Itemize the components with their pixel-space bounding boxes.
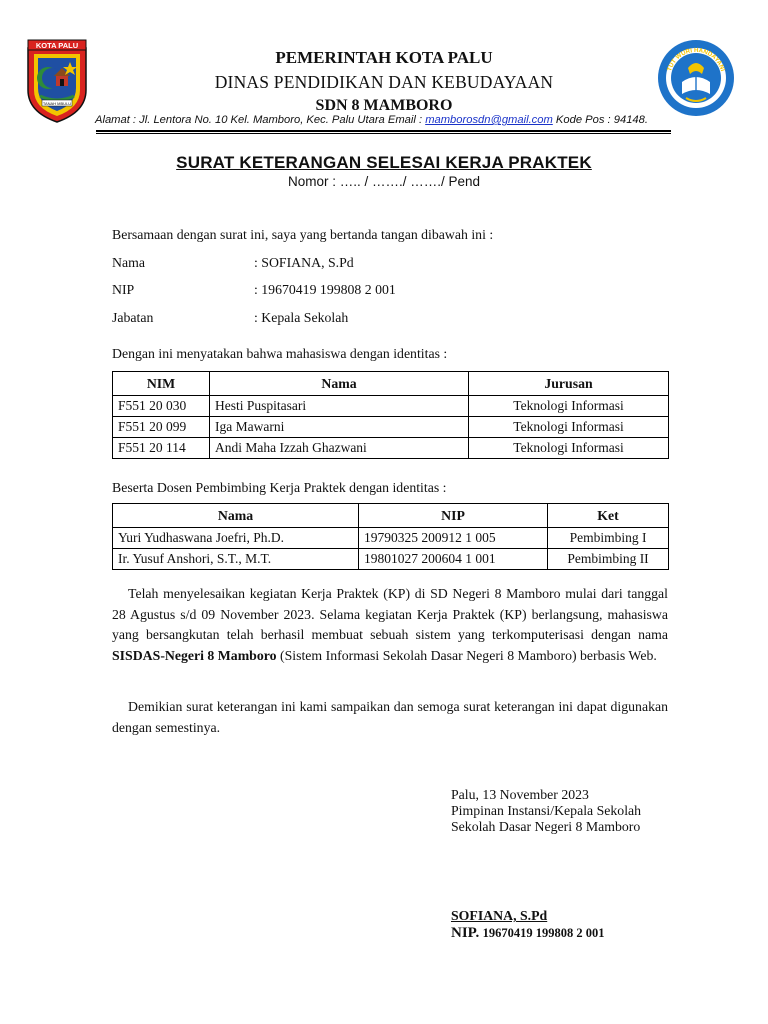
table-row: [113, 417, 669, 438]
intro-text: Bersamaan dengan surat ini, saya yang bertanda tangan dibawah ini :: [112, 227, 494, 242]
header-divider: [96, 130, 671, 132]
students-header-major: Jurusan: [469, 372, 669, 396]
letter-number: Nomor : ….. / ……./ ……./ Pend: [287, 174, 481, 189]
lecturer-nip: 19801027 200604 1 001: [359, 549, 548, 570]
lecturer-note: Pembimbing I: [548, 528, 669, 549]
email-link[interactable]: mamborosdn@gmail.com: [425, 114, 553, 126]
students-header-name: Nama: [210, 372, 469, 396]
students-intro: Dengan ini menyatakan bahwa mahasiswa dengan identitas :: [112, 346, 448, 361]
header-school: SDN 8 MAMBORO: [315, 97, 453, 114]
student-major: Teknologi Informasi: [469, 396, 669, 417]
system-name: SISDAS-Negeri 8 Mamboro: [112, 647, 277, 663]
lecturer-note: Pembimbing II: [548, 549, 669, 570]
lecturers-table: [112, 503, 669, 570]
header-government: PEMERINTAH KOTA PALU: [275, 48, 493, 67]
signature-institution: Sekolah Dasar Negeri 8 Mamboro: [451, 819, 641, 834]
student-name: Hesti Puspitasari: [210, 396, 469, 417]
student-nim: F551 20 099: [113, 417, 210, 438]
student-major: Teknologi Informasi: [469, 417, 669, 438]
lecturer-name: Ir. Yusuf Anshori, S.T., M.T.: [113, 549, 359, 570]
lecturers-intro: Beserta Dosen Pembimbing Kerja Praktek dengan identitas :: [112, 480, 447, 495]
students-header-nim: NIM: [113, 372, 210, 396]
header-department: DINAS PENDIDIKAN DAN KEBUDAYAAN: [214, 72, 554, 92]
svg-text:TANAH MBULU: TANAH MBULU: [42, 100, 72, 106]
table-row: [113, 549, 669, 570]
student-name: Andi Maha Izzah Ghazwani: [210, 438, 469, 459]
signer-name-value: : SOFIANA, S.Pd: [254, 255, 354, 270]
lecturers-header-name: Nama: [113, 504, 359, 528]
table-row: [113, 528, 669, 549]
signature-nip: NIP. 19670419 199808 2 001: [451, 925, 605, 941]
body-paragraph: Telah menyelesaikan kegiatan Kerja Praktek (KP) di SD Negeri 8 Mamboro mulai dari tanggal 28 Agustus s/d 09 November 2023. Selama kegiatan Kerja Praktek (KP) berlangsung, mahasiswa yang bersangkutan telah berhasil membuat sebuah sistem yang terkomputerisasi dengan nama SISDAS-Negeri 8 Mamboro (Sistem Informasi Sekolah Dasar Negeri 8 Mamboro) berbasis Web.: [112, 586, 668, 663]
student-nim: F551 20 114: [113, 438, 210, 459]
lecturers-header-note: Ket: [548, 504, 669, 528]
table-row: [113, 438, 669, 459]
letter-title: SURAT KETERANGAN SELESAI KERJA PRAKTEK: [176, 153, 592, 172]
signer-nip-value: : 19670419 199808 2 001: [254, 282, 396, 297]
lecturer-nip: 19790325 200912 1 005: [359, 528, 548, 549]
closing-paragraph: Demikian surat keterangan ini kami sampaikan dan semoga surat keterangan ini dapat digunakan dengan semestinya.: [112, 699, 668, 735]
signer-position-value: : Kepala Sekolah: [254, 310, 349, 325]
signature-place-date: Palu, 13 November 2023: [451, 787, 589, 802]
kota-palu-label: KOTA PALU: [35, 41, 79, 50]
signer-name-label: Nama: [112, 255, 145, 270]
signer-nip-label: NIP: [112, 282, 135, 297]
lecturers-header-nip: NIP: [359, 504, 548, 528]
signature-name: SOFIANA, S.Pd: [451, 908, 548, 923]
student-nim: F551 20 030: [113, 396, 210, 417]
svg-text:TUT WURI HANDAYANI: TUT WURI HANDAYANI: [666, 46, 727, 73]
students-table: [112, 371, 669, 459]
signature-position: Pimpinan Instansi/Kepala Sekolah: [451, 803, 642, 818]
header-divider-thin: [96, 133, 671, 134]
lecturer-name: Yuri Yudhaswana Joefri, Ph.D.: [113, 528, 359, 549]
student-major: Teknologi Informasi: [469, 438, 669, 459]
header-address: Alamat : Jl. Lentora No. 10 Kel. Mamboro, Kec. Palu Utara Email : mamborosdn@gmail.com Kode Pos : 94148.: [95, 114, 648, 126]
signer-position-label: Jabatan: [112, 310, 154, 325]
student-name: Iga Mawarni: [210, 417, 469, 438]
table-row: [113, 396, 669, 417]
